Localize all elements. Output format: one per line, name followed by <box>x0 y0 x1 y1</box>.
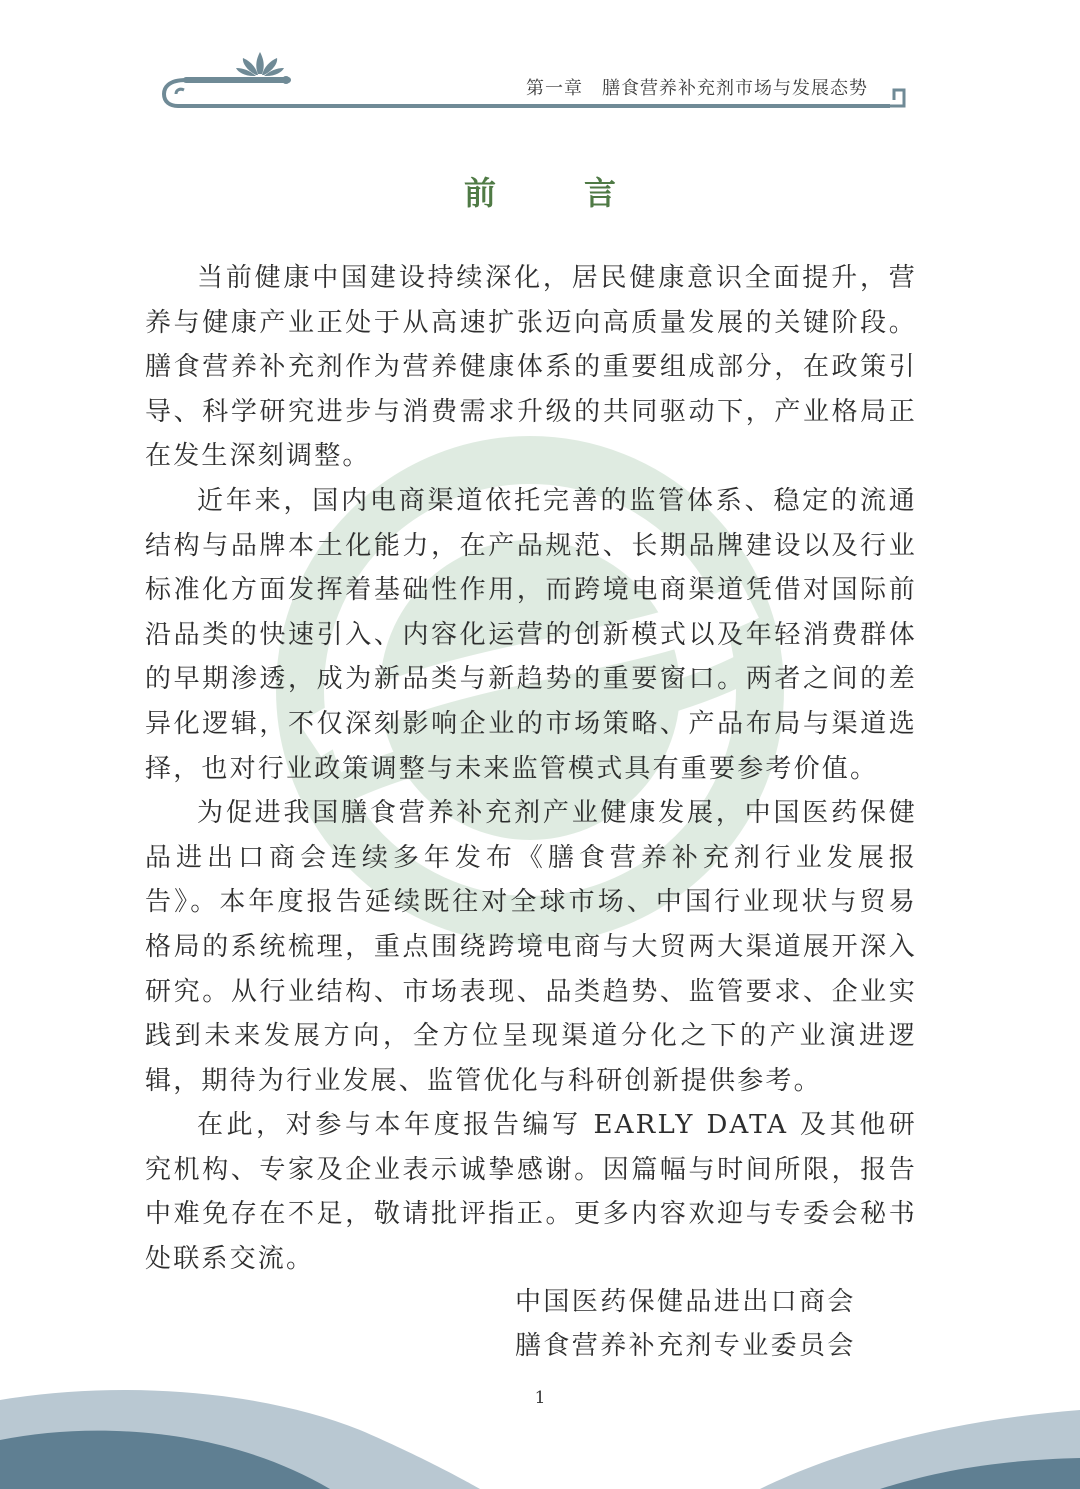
paragraph: 当前健康中国建设持续深化，居民健康意识全面提升，营养与健康产业正处于从高速扩张迈向高质量发展的关键阶段。膳食营养补充剂作为营养健康体系的重要组成部分，在政策引导、科学研究进步与消费需求升级的共同驱动下，产业格局正在发生深刻调整。 <box>145 263 917 472</box>
paragraph: 在此，对参与本年度报告编写 EARLY DATA 及其他研究机构、专家及企业表示诚挚感谢。因篇幅与时间所限，报告中难免存在不足，敬请批评指正。更多内容欢迎与专委会秘书处联系交流。 <box>145 1110 917 1275</box>
signature-committee: 膳食营养补充剂专业委员会 <box>515 1331 856 1361</box>
chapter-title: 第一章 膳食营养补充剂市场与发展态势 <box>526 78 868 99</box>
bottom-wave-decoration <box>0 1360 1080 1489</box>
paragraph: 近年来，国内电商渠道依托完善的监管体系、稳定的流通结构与品牌本土化能力，在产品规范、长期品牌建设以及行业标准化方面发挥着基础性作用，而跨境电商渠道凭借对国际前沿品类的快速引入、内容化运营的创新模式以及年轻消费群体的早期渗透，成为新品类与新趋势的重要窗口。两者之间的差异化逻辑，不仅深刻影响企业的市场策略、产品布局与渠道选择，也对行业政策调整与未来监管模式具有重要参考价值。 <box>145 485 917 784</box>
page-number: 1 <box>534 1388 546 1408</box>
preface-body <box>145 256 917 1282</box>
lotus-icon <box>236 52 284 76</box>
signature-block <box>515 1280 856 1368</box>
page-title: 前 言 <box>463 174 644 212</box>
signature-organization: 中国医药保健品进出口商会 <box>515 1287 856 1317</box>
paragraph: 为促进我国膳食营养补充剂产业健康发展，中国医药保健品进出口商会连续多年发布《膳食营养补充剂行业发展报告》。本年度报告延续既往对全球市场、中国行业现状与贸易格局的系统梳理，重点围绕跨境电商与大贸两大渠道展开深入研究。从行业结构、市场表现、品类趋势、监管要求、企业实践到未来发展方向，全方位呈现渠道分化之下的产业演进逻辑，期待为行业发展、监管优化与科研创新提供参考。 <box>145 798 917 1096</box>
